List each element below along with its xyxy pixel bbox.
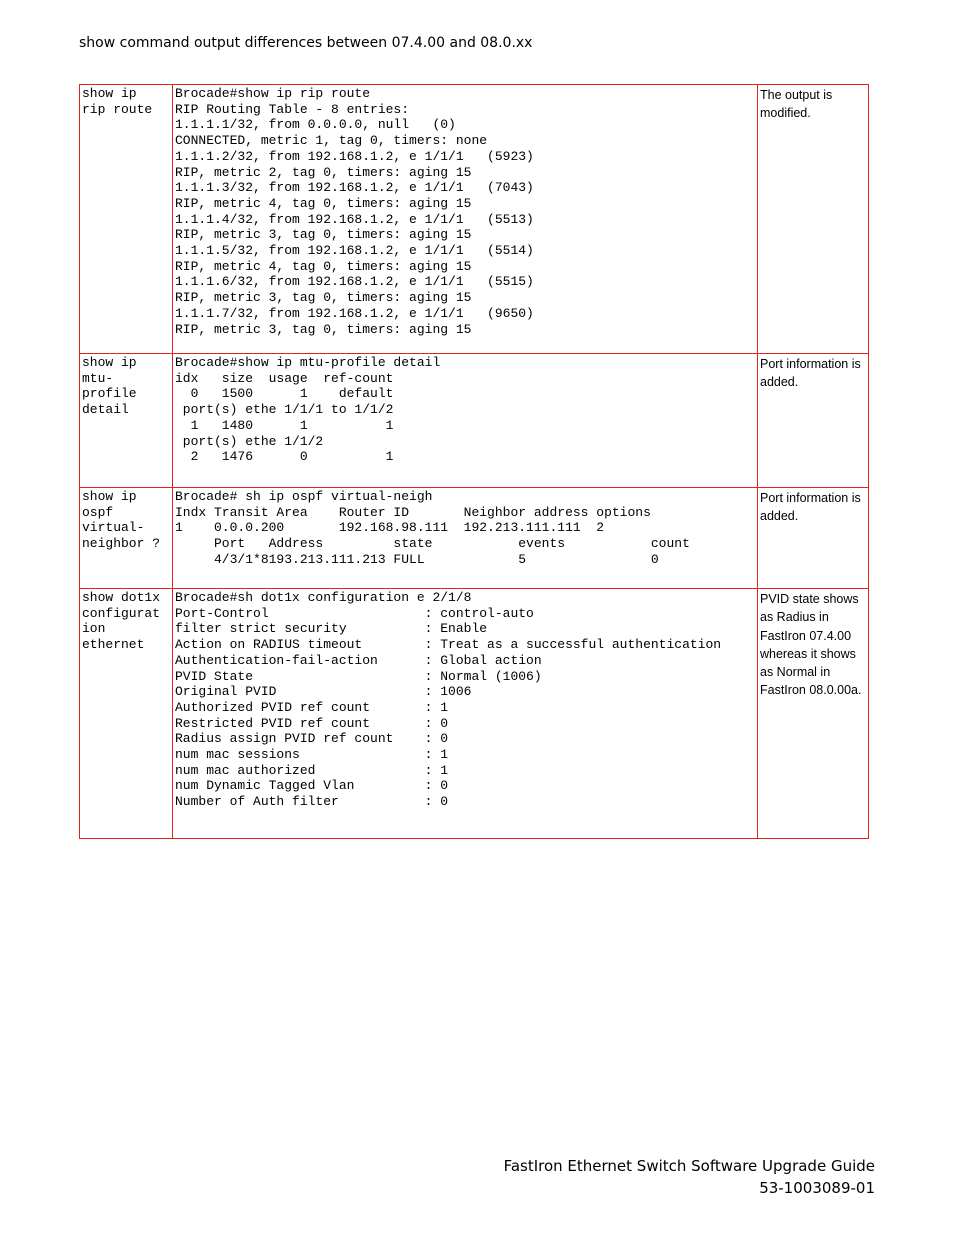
table-row <box>80 354 869 488</box>
page-header: show command output differences between 07.4.00 and 08.0.xx <box>79 35 533 51</box>
guide-title: FastIron Ethernet Switch Software Upgrade Guide <box>503 1157 875 1175</box>
output-differences-table <box>79 84 869 839</box>
table-row <box>80 488 869 589</box>
command-cell: show ip rip route <box>80 85 173 354</box>
output-cell: Brocade#show ip mtu-profile detail idx size usage ref-count 0 1500 1 default port(s) ethe 1/1/1 to 1/1/2 1 1480 1 1 port(s) ethe 1/1/2 2 1476 0 1 <box>173 354 758 488</box>
table-row <box>80 85 869 354</box>
page-footer <box>504 1155 875 1199</box>
command-cell: show ip ospf virtual- neighbor ? <box>80 488 173 589</box>
command-cell: show dot1x configurat ion ethernet <box>80 589 173 839</box>
note-cell: PVID state shows as Radius in FastIron 07.4.00 whereas it shows as Normal in FastIron 08.0.00a. <box>758 589 869 839</box>
note-cell: The output is modified. <box>758 85 869 354</box>
output-cell: Brocade#show ip rip route RIP Routing Table - 8 entries: 1.1.1.1/32, from 0.0.0.0, null (0) CONNECTED, metric 1, tag 0, timers: none 1.1.1.2/32, from 192.168.1.2, e 1/1/1 (5923) RIP, metric 2, tag 0, timers: aging 15 1.1.1.3/32, from 192.168.1.2, e 1/1/1 (7043) RIP, metric 4, tag 0, timers: aging 15 1.1.1.4/32, from 192.168.1.2, e 1/1/1 (5513) RIP, metric 3, tag 0, timers: aging 15 1.1.1.5/32, from 192.168.1.2, e 1/1/1 (5514) RIP, metric 4, tag 0, timers: aging 15 1.1.1.6/32, from 192.168.1.2, e 1/1/1 (5515) RIP, metric 3, tag 0, timers: aging 15 1.1.1.7/32, from 192.168.1.2, e 1/1/1 (9650) RIP, metric 3, tag 0, timers: aging 15 <box>173 85 758 354</box>
table-row <box>80 589 869 839</box>
command-cell: show ip mtu- profile detail <box>80 354 173 488</box>
output-cell: Brocade# sh ip ospf virtual-neigh Indx Transit Area Router ID Neighbor address options 1 0.0.0.200 192.168.98.111 192.213.111.111 2 Port Address state events count 4/3/1*8193.213.111.213 FULL 5 0 <box>173 488 758 589</box>
note-cell: Port information is added. <box>758 488 869 589</box>
note-cell: Port information is added. <box>758 354 869 488</box>
output-cell: Brocade#sh dot1x configuration e 2/1/8 Port-Control : control-auto filter strict security : Enable Action on RADIUS timeout : Treat as a successful authentication Authentication-fail-action : Global action PVID State : Normal (1006) Original PVID : 1006 Authorized PVID ref count : 1 Restricted PVID ref count : 0 Radius assign PVID ref count : 0 num mac sessions : 1 num mac authorized : 1 num Dynamic Tagged Vlan : 0 Number of Auth filter : 0 <box>173 589 758 839</box>
document-number: 53-1003089-01 <box>759 1179 875 1197</box>
